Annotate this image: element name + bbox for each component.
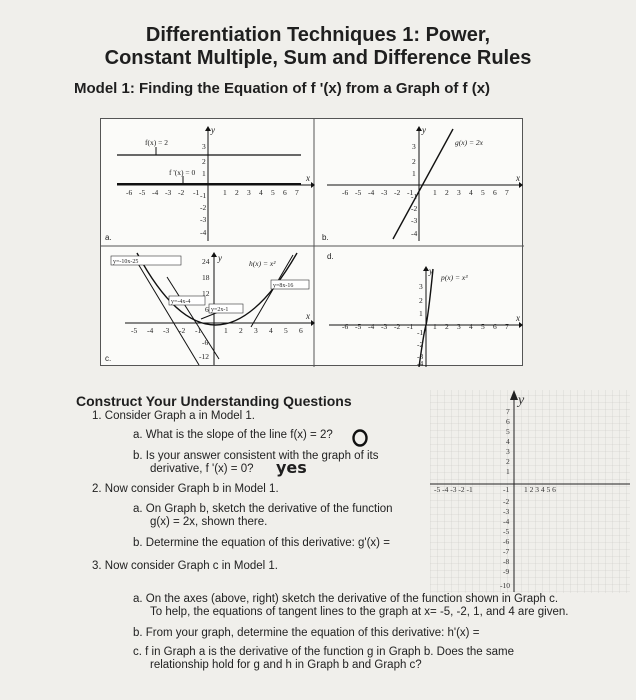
answer-axes-ytick: 1	[506, 467, 510, 476]
graph-d-xtick: 1	[433, 322, 437, 331]
graph-c-x-label: x	[306, 311, 310, 321]
graph-a-xtick: -5	[139, 188, 146, 197]
graph-d-xtick: -3	[381, 322, 388, 331]
graph-d-ytick: 1	[419, 309, 423, 318]
graph-d-y-label: y	[429, 266, 433, 276]
graph-b	[322, 125, 523, 242]
answer-axes-ytick: 7	[506, 407, 510, 416]
graph-c-xtick: -3	[163, 326, 170, 335]
graph-d-x-label: x	[516, 313, 520, 323]
graph-b-xtick: -6	[342, 188, 349, 197]
graph-b-xtick: 5	[481, 188, 485, 197]
graph-d-ytick: 3	[419, 282, 423, 291]
graph-a-xtick: 2	[235, 188, 239, 197]
graph-a-annotation-f: f(x) = 2	[145, 138, 168, 147]
graph-a-ytick: -1	[200, 191, 207, 200]
graph-b-annotation: g(x) = 2x	[455, 138, 483, 147]
graph-a-annotation-fprime: f '(x) = 0	[169, 168, 196, 177]
answer-axes-ytick: -10	[500, 581, 510, 590]
graph-d-xtick: -2	[394, 322, 401, 331]
graph-b-ytick: -1	[411, 192, 418, 201]
graph-a-y-label: y	[211, 125, 215, 135]
graph-a	[105, 125, 315, 242]
answer-axes-ytick: 3	[506, 447, 510, 456]
graph-b-ytick: -3	[411, 216, 418, 225]
graph-a-label: a.	[105, 233, 112, 242]
answer-1a-circle	[351, 429, 369, 447]
page-title	[0, 24, 636, 70]
graph-d-xtick: 3	[457, 322, 461, 331]
question-1b-line2: derivative, f '(x) = 0?	[150, 463, 254, 475]
graph-d-ytick: 2	[419, 296, 423, 305]
graph-d-label: d.	[327, 252, 334, 261]
graph-b-xtick: 2	[445, 188, 449, 197]
answer-axes-ytick: -4	[503, 517, 510, 526]
graph-d-ytick: -2	[417, 340, 424, 349]
answer-axes-ytick: -5	[503, 527, 510, 536]
graph-b-xtick: 7	[505, 188, 509, 197]
answer-1b-handwritten: yes	[276, 458, 307, 477]
graph-d-xtick: 2	[445, 322, 449, 331]
graph-c-xtick: 1	[224, 326, 228, 335]
graph-a-xtick: 3	[247, 188, 251, 197]
graph-c-ytick: 24	[202, 257, 210, 266]
graph-b-xtick: 1	[433, 188, 437, 197]
graph-a-xtick: 7	[295, 188, 299, 197]
title-line-2: Constant Multiple, Sum and Difference Rules	[104, 47, 532, 69]
graph-c-tangent-label: y=8x-16	[273, 283, 294, 289]
graph-b-xtick: -5	[355, 188, 362, 197]
question-1a: a. What is the slope of the line f(x) = 2?	[133, 429, 333, 441]
graph-c-tangent-label: y=2x-1	[211, 307, 229, 313]
graph-c-y-label: y	[218, 253, 222, 263]
graph-b-xtick: -4	[368, 188, 375, 197]
graph-c-xtick: 2	[239, 326, 243, 335]
graph-d-ytick: -1	[417, 328, 424, 337]
graph-a-xtick: 5	[271, 188, 275, 197]
graph-a-xtick: -4	[152, 188, 159, 197]
graph-d-xtick: 7	[505, 322, 509, 331]
graph-c-xtick: 4	[269, 326, 273, 335]
graph-a-ytick: 3	[202, 142, 206, 151]
answer-axes-ytick: -2	[503, 497, 510, 506]
answer-axes-graph[interactable]	[430, 388, 630, 598]
graph-b-ytick: -2	[411, 204, 418, 213]
graph-c-xtick: 6	[299, 326, 303, 335]
graph-a-xtick: -3	[165, 188, 172, 197]
question-3c-line2: relationship hold for g and h in Graph b and Graph c?	[150, 659, 422, 671]
question-3: 3. Now consider Graph c in Model 1.	[92, 560, 279, 572]
graph-c-ytick: 18	[202, 273, 210, 282]
question-2a-line1: a. On Graph b, sketch the derivative of the function	[133, 503, 393, 515]
question-1: 1. Consider Graph a in Model 1.	[92, 410, 256, 422]
graph-a-xtick: -2	[178, 188, 185, 197]
graph-a-xtick: -1	[193, 188, 200, 197]
answer-axes-ytick: -9	[503, 567, 510, 576]
answer-axes-ytick: 5	[506, 427, 510, 436]
graph-a-ytick: 2	[202, 157, 206, 166]
graph-c-ytick: -6	[202, 338, 209, 347]
graph-a-xtick: 4	[259, 188, 263, 197]
graph-c-xtick: -5	[131, 326, 138, 335]
graph-c-xtick: -2	[179, 326, 186, 335]
graph-b-xtick: -3	[381, 188, 388, 197]
graph-d	[327, 252, 523, 367]
graph-b-xtick: 3	[457, 188, 461, 197]
graph-b-ytick: 3	[412, 142, 416, 151]
answer-axes-ytick: 6	[506, 417, 510, 426]
question-1b-line1: b. Is your answer consistent with the graph of its	[133, 450, 379, 462]
graph-a-xtick: 6	[283, 188, 287, 197]
graph-c-ytick: 6	[205, 305, 209, 314]
graph-c-label: c.	[105, 354, 112, 363]
question-2: 2. Now consider Graph b in Model 1.	[92, 483, 279, 495]
graph-b-label: b.	[322, 233, 329, 242]
question-3c-line1: c. f in Graph a is the derivative of the function g in Graph b. Does the same	[133, 646, 514, 658]
graph-c	[105, 252, 315, 365]
graph-b-ytick: 2	[412, 157, 416, 166]
answer-axes-xticks-negative: -5 -4 -3 -2 -1	[434, 485, 473, 494]
graph-c-ytick: -12	[199, 352, 209, 361]
graph-a-ytick: -4	[200, 228, 207, 237]
graph-b-xtick: -1	[407, 188, 414, 197]
graph-d-ytick: -3	[417, 352, 424, 361]
graph-a-xtick: -6	[126, 188, 133, 197]
graph-a-xtick: 1	[223, 188, 227, 197]
questions-heading: Construct Your Understanding Questions	[76, 393, 352, 409]
graph-d-xtick: -6	[342, 322, 349, 331]
answer-axes-ytick: -3	[503, 507, 510, 516]
answer-axes-ytick: 2	[506, 457, 510, 466]
graph-a-ytick: 1	[202, 169, 206, 178]
graph-c-tangent-label: y=-10x-25	[113, 259, 139, 265]
graph-a-ytick: -2	[200, 203, 207, 212]
graph-d-xtick: -5	[355, 322, 362, 331]
graph-d-xtick: 4	[469, 322, 473, 331]
answer-axes-ytick: 4	[506, 437, 510, 446]
graph-b-ytick: -4	[411, 229, 418, 238]
graph-d-xtick: -4	[368, 322, 375, 331]
graph-b-xtick: 6	[493, 188, 497, 197]
answer-axes-ytick: -1	[503, 485, 510, 494]
title-line-1: Differentiation Techniques 1: Power,	[145, 24, 491, 46]
answer-axes-ytick: -6	[503, 537, 510, 546]
question-2b: b. Determine the equation of this derivative: g'(x) =	[133, 537, 390, 549]
question-3a-line1: a. On the axes (above, right) sketch the derivative of the function shown in Graph c.	[133, 593, 559, 605]
graph-d-xtick: 6	[493, 322, 497, 331]
answer-axes-y-label: y	[518, 393, 525, 408]
graph-d-xtick: 5	[481, 322, 485, 331]
answer-axes-ytick: -7	[503, 547, 510, 556]
graph-c-xtick: -4	[147, 326, 154, 335]
graph-c-annotation-h: h(x) = x²	[249, 259, 276, 268]
graph-c-tangent-label: y=-4x-4	[171, 299, 191, 305]
graph-c-xtick: -1	[195, 326, 202, 335]
question-3b: b. From your graph, determine the equation of this derivative: h'(x) =	[133, 627, 480, 639]
graph-c-xtick: 3	[254, 326, 258, 335]
graph-b-ytick: 1	[412, 169, 416, 178]
question-3a-line2: To help, the equations of tangent lines to the graph at x= -5, -2, 1, and 4 are given.	[150, 606, 569, 618]
graph-d-xtick: -1	[407, 322, 414, 331]
graph-b-y-label: y	[422, 125, 426, 135]
question-2a-line2: g(x) = 2x, shown there.	[150, 516, 268, 528]
model-graphs-panel	[100, 118, 523, 366]
graph-b-xtick: -2	[394, 188, 401, 197]
graph-c-ytick: 12	[202, 289, 210, 298]
graph-b-xtick: 4	[469, 188, 473, 197]
answer-axes-ytick: -8	[503, 557, 510, 566]
model-heading: Model 1: Finding the Equation of f '(x) from a Graph of f (x)	[74, 80, 491, 97]
graph-a-x-label: x	[306, 173, 310, 183]
graph-d-ytick: -4	[417, 359, 424, 367]
graph-c-xtick: 5	[284, 326, 288, 335]
graph-d-annotation: p(x) = x³	[441, 273, 468, 282]
answer-axes-xticks-positive: 1 2 3 4 5 6	[524, 485, 556, 494]
graph-a-ytick: -3	[200, 215, 207, 224]
graph-b-x-label: x	[516, 173, 520, 183]
